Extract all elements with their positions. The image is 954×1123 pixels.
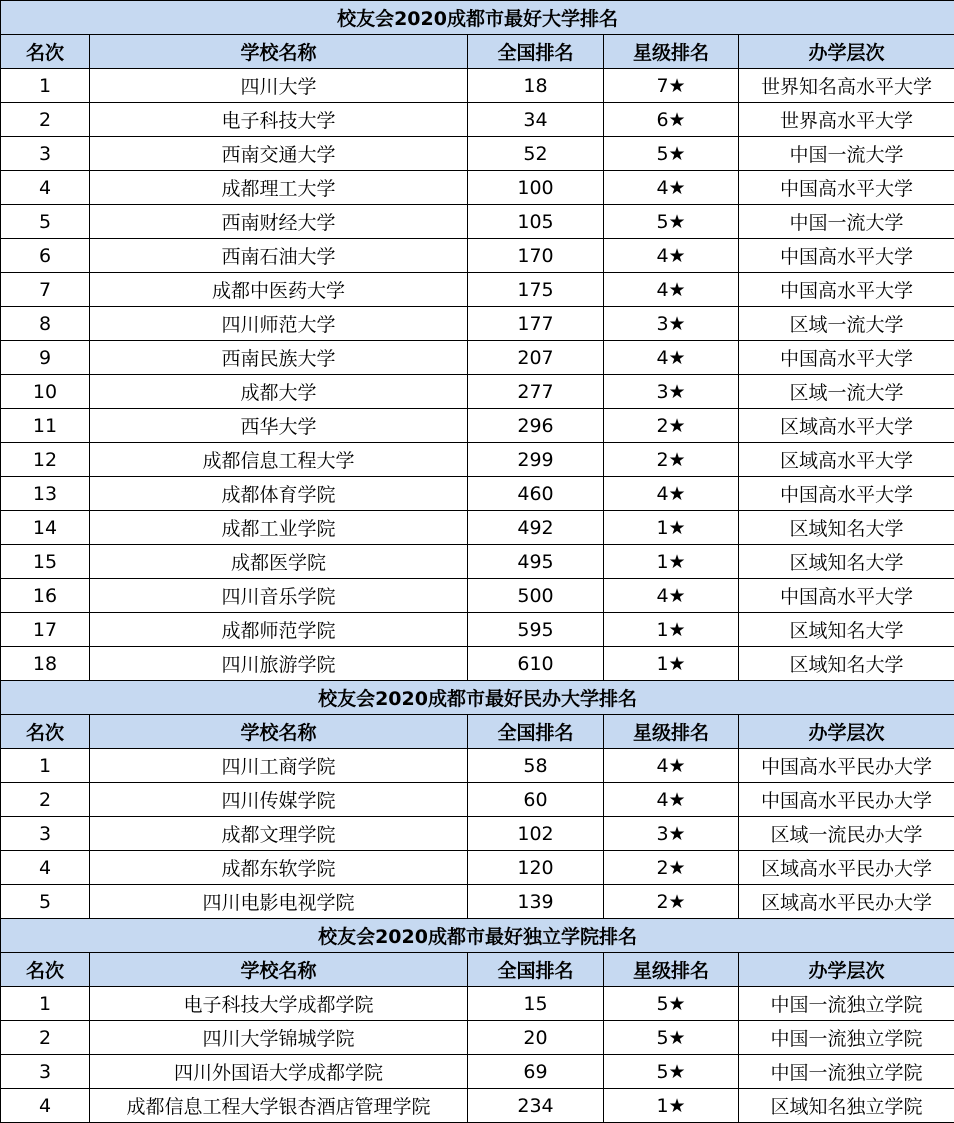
cell-rank: 8 xyxy=(1,307,90,341)
cell-national-rank: 60 xyxy=(468,783,604,817)
cell-school-name: 西南交通大学 xyxy=(90,137,468,171)
cell-star-rating: 4★ xyxy=(604,477,739,511)
cell-star-rating: 7★ xyxy=(604,69,739,103)
cell-rank: 3 xyxy=(1,137,90,171)
cell-rank: 7 xyxy=(1,273,90,307)
column-header-national-rank: 全国排名 xyxy=(468,715,604,749)
cell-school-level: 中国一流大学 xyxy=(739,205,954,239)
cell-national-rank: 100 xyxy=(468,171,604,205)
cell-star-rating: 1★ xyxy=(604,613,739,647)
cell-star-rating: 5★ xyxy=(604,205,739,239)
cell-school-name: 成都体育学院 xyxy=(90,477,468,511)
table-row xyxy=(1,443,954,477)
cell-rank: 1 xyxy=(1,987,90,1021)
cell-national-rank: 170 xyxy=(468,239,604,273)
section-title: 校友会2020成都市最好民办大学排名 xyxy=(1,681,954,715)
table-row xyxy=(1,205,954,239)
cell-school-level: 中国一流大学 xyxy=(739,137,954,171)
cell-school-name: 成都大学 xyxy=(90,375,468,409)
column-header-row xyxy=(1,35,954,69)
cell-school-name: 成都文理学院 xyxy=(90,817,468,851)
cell-school-name: 电子科技大学 xyxy=(90,103,468,137)
cell-rank: 2 xyxy=(1,1021,90,1055)
cell-national-rank: 296 xyxy=(468,409,604,443)
section-title: 校友会2020成都市最好独立学院排名 xyxy=(1,919,954,953)
table-row xyxy=(1,987,954,1021)
cell-star-rating: 1★ xyxy=(604,511,739,545)
cell-rank: 5 xyxy=(1,885,90,919)
cell-star-rating: 1★ xyxy=(604,545,739,579)
section-title-row xyxy=(1,919,954,953)
cell-national-rank: 492 xyxy=(468,511,604,545)
table-row xyxy=(1,273,954,307)
cell-school-name: 成都医学院 xyxy=(90,545,468,579)
column-header-school-level: 办学层次 xyxy=(739,715,954,749)
ranking-table-body xyxy=(1,1,954,1123)
cell-school-level: 中国一流独立学院 xyxy=(739,1021,954,1055)
table-row xyxy=(1,375,954,409)
column-header-school-name: 学校名称 xyxy=(90,953,468,987)
cell-school-level: 区域知名大学 xyxy=(739,545,954,579)
cell-star-rating: 1★ xyxy=(604,1089,739,1123)
cell-star-rating: 4★ xyxy=(604,749,739,783)
cell-school-level: 中国高水平民办大学 xyxy=(739,783,954,817)
cell-star-rating: 5★ xyxy=(604,1055,739,1089)
cell-rank: 16 xyxy=(1,579,90,613)
cell-school-name: 成都中医药大学 xyxy=(90,273,468,307)
cell-rank: 9 xyxy=(1,341,90,375)
column-header-row xyxy=(1,715,954,749)
cell-national-rank: 139 xyxy=(468,885,604,919)
cell-national-rank: 299 xyxy=(468,443,604,477)
table-row xyxy=(1,817,954,851)
cell-school-name: 四川工商学院 xyxy=(90,749,468,783)
section-title-row xyxy=(1,681,954,715)
cell-school-level: 中国高水平大学 xyxy=(739,239,954,273)
cell-star-rating: 2★ xyxy=(604,851,739,885)
cell-school-level: 区域高水平民办大学 xyxy=(739,851,954,885)
table-row xyxy=(1,647,954,681)
cell-rank: 3 xyxy=(1,817,90,851)
cell-school-level: 区域知名独立学院 xyxy=(739,1089,954,1123)
column-header-school-name: 学校名称 xyxy=(90,715,468,749)
cell-school-level: 区域知名大学 xyxy=(739,647,954,681)
cell-national-rank: 120 xyxy=(468,851,604,885)
cell-school-name: 成都工业学院 xyxy=(90,511,468,545)
cell-national-rank: 34 xyxy=(468,103,604,137)
table-row xyxy=(1,477,954,511)
cell-rank: 12 xyxy=(1,443,90,477)
cell-star-rating: 3★ xyxy=(604,817,739,851)
cell-star-rating: 3★ xyxy=(604,375,739,409)
column-header-national-rank: 全国排名 xyxy=(468,35,604,69)
cell-school-name: 西南财经大学 xyxy=(90,205,468,239)
cell-star-rating: 4★ xyxy=(604,783,739,817)
cell-rank: 17 xyxy=(1,613,90,647)
cell-star-rating: 1★ xyxy=(604,647,739,681)
table-row xyxy=(1,851,954,885)
table-row xyxy=(1,1021,954,1055)
cell-school-level: 区域一流大学 xyxy=(739,375,954,409)
cell-school-name: 成都师范学院 xyxy=(90,613,468,647)
cell-star-rating: 2★ xyxy=(604,409,739,443)
cell-school-name: 成都东软学院 xyxy=(90,851,468,885)
cell-rank: 1 xyxy=(1,69,90,103)
cell-school-name: 西南民族大学 xyxy=(90,341,468,375)
column-header-school-level: 办学层次 xyxy=(739,953,954,987)
table-row xyxy=(1,239,954,273)
cell-star-rating: 4★ xyxy=(604,171,739,205)
cell-star-rating: 4★ xyxy=(604,273,739,307)
cell-school-level: 区域知名大学 xyxy=(739,613,954,647)
cell-national-rank: 500 xyxy=(468,579,604,613)
table-row xyxy=(1,783,954,817)
cell-rank: 5 xyxy=(1,205,90,239)
column-header-star-rating: 星级排名 xyxy=(604,35,739,69)
table-row xyxy=(1,137,954,171)
cell-school-level: 世界知名高水平大学 xyxy=(739,69,954,103)
cell-school-name: 四川电影电视学院 xyxy=(90,885,468,919)
cell-national-rank: 610 xyxy=(468,647,604,681)
cell-national-rank: 207 xyxy=(468,341,604,375)
cell-school-name: 四川大学锦城学院 xyxy=(90,1021,468,1055)
cell-school-level: 中国高水平大学 xyxy=(739,477,954,511)
cell-rank: 14 xyxy=(1,511,90,545)
cell-rank: 15 xyxy=(1,545,90,579)
cell-school-name: 四川外国语大学成都学院 xyxy=(90,1055,468,1089)
cell-school-level: 区域知名大学 xyxy=(739,511,954,545)
cell-school-level: 区域高水平大学 xyxy=(739,409,954,443)
cell-national-rank: 18 xyxy=(468,69,604,103)
column-header-rank: 名次 xyxy=(1,715,90,749)
cell-school-level: 中国高水平大学 xyxy=(739,273,954,307)
cell-school-name: 四川音乐学院 xyxy=(90,579,468,613)
cell-school-level: 中国高水平大学 xyxy=(739,171,954,205)
cell-national-rank: 460 xyxy=(468,477,604,511)
cell-school-level: 中国高水平民办大学 xyxy=(739,749,954,783)
cell-star-rating: 5★ xyxy=(604,987,739,1021)
column-header-rank: 名次 xyxy=(1,35,90,69)
cell-national-rank: 52 xyxy=(468,137,604,171)
cell-star-rating: 3★ xyxy=(604,307,739,341)
cell-school-level: 区域高水平大学 xyxy=(739,443,954,477)
cell-national-rank: 105 xyxy=(468,205,604,239)
cell-school-level: 中国一流独立学院 xyxy=(739,987,954,1021)
column-header-star-rating: 星级排名 xyxy=(604,953,739,987)
cell-school-name: 成都信息工程大学 xyxy=(90,443,468,477)
cell-rank: 1 xyxy=(1,749,90,783)
column-header-school-name: 学校名称 xyxy=(90,35,468,69)
cell-school-name: 西华大学 xyxy=(90,409,468,443)
cell-national-rank: 69 xyxy=(468,1055,604,1089)
column-header-school-level: 办学层次 xyxy=(739,35,954,69)
cell-rank: 10 xyxy=(1,375,90,409)
cell-rank: 4 xyxy=(1,1089,90,1123)
cell-star-rating: 4★ xyxy=(604,579,739,613)
table-row xyxy=(1,511,954,545)
cell-school-name: 成都理工大学 xyxy=(90,171,468,205)
table-row xyxy=(1,307,954,341)
cell-national-rank: 58 xyxy=(468,749,604,783)
cell-rank: 6 xyxy=(1,239,90,273)
cell-rank: 4 xyxy=(1,851,90,885)
cell-school-name: 四川师范大学 xyxy=(90,307,468,341)
cell-star-rating: 4★ xyxy=(604,239,739,273)
cell-school-name: 成都信息工程大学银杏酒店管理学院 xyxy=(90,1089,468,1123)
column-header-rank: 名次 xyxy=(1,953,90,987)
cell-rank: 18 xyxy=(1,647,90,681)
column-header-national-rank: 全国排名 xyxy=(468,953,604,987)
table-row xyxy=(1,341,954,375)
table-row xyxy=(1,103,954,137)
cell-rank: 3 xyxy=(1,1055,90,1089)
cell-national-rank: 177 xyxy=(468,307,604,341)
cell-star-rating: 6★ xyxy=(604,103,739,137)
table-row xyxy=(1,613,954,647)
cell-star-rating: 2★ xyxy=(604,885,739,919)
cell-school-level: 中国一流独立学院 xyxy=(739,1055,954,1089)
section-title: 校友会2020成都市最好大学排名 xyxy=(1,1,954,35)
table-row xyxy=(1,579,954,613)
table-row xyxy=(1,1089,954,1123)
cell-national-rank: 595 xyxy=(468,613,604,647)
section-title-row xyxy=(1,1,954,35)
cell-school-name: 四川传媒学院 xyxy=(90,783,468,817)
cell-school-level: 中国高水平大学 xyxy=(739,579,954,613)
cell-star-rating: 4★ xyxy=(604,341,739,375)
cell-star-rating: 2★ xyxy=(604,443,739,477)
table-row xyxy=(1,749,954,783)
table-row xyxy=(1,545,954,579)
cell-school-name: 四川旅游学院 xyxy=(90,647,468,681)
cell-national-rank: 20 xyxy=(468,1021,604,1055)
cell-rank: 2 xyxy=(1,103,90,137)
cell-school-level: 区域一流大学 xyxy=(739,307,954,341)
cell-national-rank: 277 xyxy=(468,375,604,409)
cell-rank: 4 xyxy=(1,171,90,205)
cell-national-rank: 15 xyxy=(468,987,604,1021)
cell-school-name: 西南石油大学 xyxy=(90,239,468,273)
cell-school-level: 世界高水平大学 xyxy=(739,103,954,137)
cell-national-rank: 175 xyxy=(468,273,604,307)
cell-school-level: 区域一流民办大学 xyxy=(739,817,954,851)
cell-star-rating: 5★ xyxy=(604,137,739,171)
cell-rank: 13 xyxy=(1,477,90,511)
column-header-star-rating: 星级排名 xyxy=(604,715,739,749)
cell-star-rating: 5★ xyxy=(604,1021,739,1055)
cell-school-name: 电子科技大学成都学院 xyxy=(90,987,468,1021)
cell-school-level: 中国高水平大学 xyxy=(739,341,954,375)
table-row xyxy=(1,1055,954,1089)
table-row xyxy=(1,885,954,919)
table-row xyxy=(1,409,954,443)
cell-rank: 11 xyxy=(1,409,90,443)
table-row xyxy=(1,171,954,205)
cell-national-rank: 102 xyxy=(468,817,604,851)
table-row xyxy=(1,69,954,103)
cell-national-rank: 495 xyxy=(468,545,604,579)
cell-school-level: 区域高水平民办大学 xyxy=(739,885,954,919)
cell-school-name: 四川大学 xyxy=(90,69,468,103)
cell-national-rank: 234 xyxy=(468,1089,604,1123)
cell-rank: 2 xyxy=(1,783,90,817)
column-header-row xyxy=(1,953,954,987)
